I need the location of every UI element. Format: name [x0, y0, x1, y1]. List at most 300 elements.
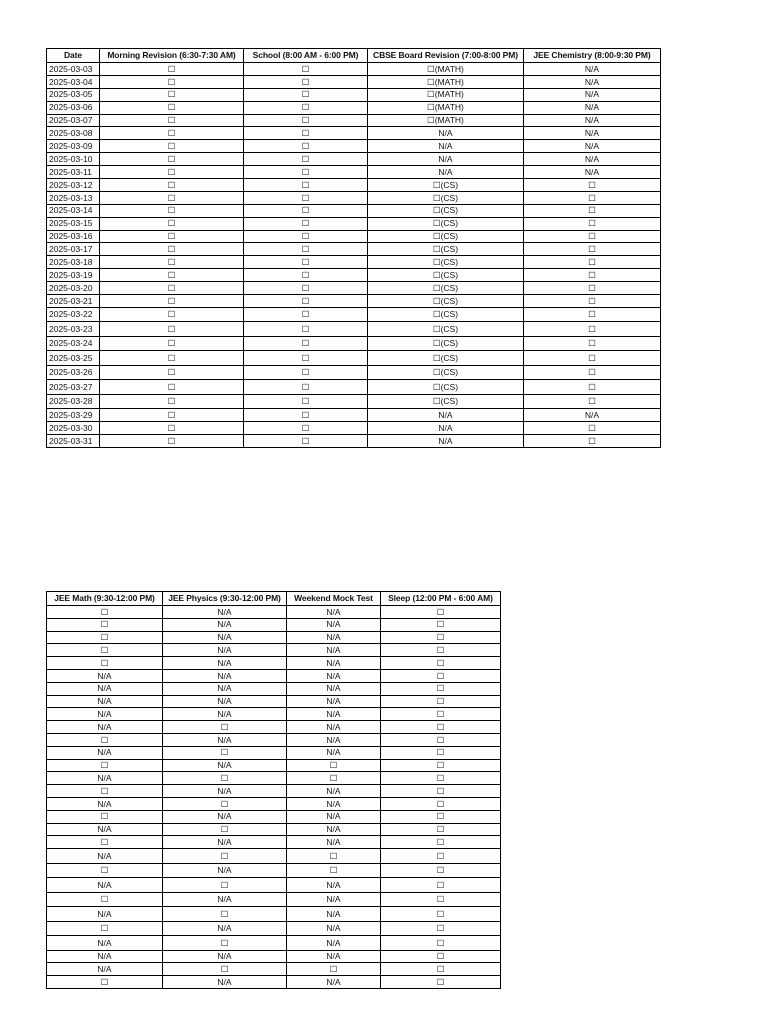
- checkbox-cell[interactable]: ☐: [244, 217, 368, 230]
- date-cell: 2025-03-28: [47, 394, 100, 409]
- checkbox-cell[interactable]: ☐: [381, 733, 501, 746]
- checkbox-cell[interactable]: ☐: [381, 759, 501, 772]
- checkbox-cell[interactable]: ☐: [47, 976, 163, 989]
- date-cell: 2025-03-03: [47, 63, 100, 76]
- table-row: [47, 797, 501, 810]
- table-cell: N/A: [163, 921, 287, 936]
- checkbox-cell[interactable]: ☐(CS): [368, 269, 524, 282]
- date-cell: 2025-03-15: [47, 217, 100, 230]
- table-cell: N/A: [163, 618, 287, 631]
- checkbox-cell[interactable]: ☐: [244, 256, 368, 269]
- checkbox-cell[interactable]: ☐: [163, 963, 287, 976]
- checkbox-cell[interactable]: ☐: [244, 153, 368, 166]
- table-cell: N/A: [163, 759, 287, 772]
- checkbox-cell[interactable]: ☐: [100, 394, 244, 409]
- table-row: [47, 976, 501, 989]
- column-header-school: School (8:00 AM - 6:00 PM): [244, 49, 368, 63]
- table-cell: N/A: [287, 695, 381, 708]
- checkbox-cell[interactable]: ☐: [381, 907, 501, 922]
- table-cell: N/A: [524, 88, 661, 101]
- checkbox-cell[interactable]: ☐: [381, 606, 501, 619]
- table-cell: N/A: [287, 733, 381, 746]
- table-cell: N/A: [47, 708, 163, 721]
- table-row: [47, 759, 501, 772]
- table-cell: N/A: [287, 976, 381, 989]
- checkbox-cell[interactable]: ☐: [100, 101, 244, 114]
- checkbox-cell[interactable]: ☐: [100, 127, 244, 140]
- table-row: [47, 243, 661, 256]
- table-row: [47, 907, 501, 922]
- table-row: [47, 295, 661, 308]
- checkbox-cell[interactable]: ☐: [244, 243, 368, 256]
- table-cell: N/A: [287, 936, 381, 951]
- column-header-weekend-mock-test: Weekend Mock Test: [287, 592, 381, 606]
- checkbox-cell[interactable]: ☐: [381, 950, 501, 963]
- checkbox-cell[interactable]: ☐: [524, 351, 661, 366]
- schedule-table-part-2: [46, 591, 501, 989]
- date-cell: 2025-03-27: [47, 380, 100, 395]
- table-row: [47, 618, 501, 631]
- checkbox-cell[interactable]: ☐: [381, 695, 501, 708]
- checkbox-cell[interactable]: ☐(CS): [368, 322, 524, 337]
- table-cell: N/A: [163, 682, 287, 695]
- date-cell: 2025-03-06: [47, 101, 100, 114]
- table-cell: N/A: [47, 682, 163, 695]
- checkbox-cell[interactable]: ☐: [244, 230, 368, 243]
- table-row: [47, 140, 661, 153]
- table-cell: N/A: [287, 657, 381, 670]
- table-row: [47, 394, 661, 409]
- column-header-date: Date: [47, 49, 100, 63]
- checkbox-cell[interactable]: ☐: [244, 269, 368, 282]
- table-cell: N/A: [47, 746, 163, 759]
- checkbox-cell[interactable]: ☐: [381, 936, 501, 951]
- checkbox-cell[interactable]: ☐: [287, 759, 381, 772]
- date-cell: 2025-03-14: [47, 204, 100, 217]
- date-cell: 2025-03-07: [47, 114, 100, 127]
- date-cell: 2025-03-18: [47, 256, 100, 269]
- table-row: [47, 849, 501, 864]
- table-row: [47, 307, 661, 322]
- checkbox-cell[interactable]: ☐: [244, 322, 368, 337]
- table-cell: N/A: [524, 153, 661, 166]
- table-cell: N/A: [163, 606, 287, 619]
- table-row: [47, 836, 501, 849]
- table-cell: N/A: [163, 785, 287, 798]
- table-row: [47, 269, 661, 282]
- table-row: [47, 644, 501, 657]
- column-header-morning-revision: Morning Revision (6:30-7:30 AM): [100, 49, 244, 63]
- table-row: [47, 153, 661, 166]
- table-cell: N/A: [163, 708, 287, 721]
- table-row: [47, 682, 501, 695]
- checkbox-cell[interactable]: ☐: [100, 191, 244, 204]
- checkbox-cell[interactable]: ☐: [381, 878, 501, 893]
- date-cell: 2025-03-22: [47, 307, 100, 322]
- checkbox-cell[interactable]: ☐: [244, 336, 368, 351]
- table-cell: N/A: [287, 785, 381, 798]
- checkbox-cell[interactable]: ☐: [244, 114, 368, 127]
- table-row: [47, 204, 661, 217]
- checkbox-cell[interactable]: ☐: [244, 191, 368, 204]
- checkbox-cell[interactable]: ☐: [244, 351, 368, 366]
- table-cell: N/A: [47, 772, 163, 785]
- checkbox-cell[interactable]: ☐: [524, 269, 661, 282]
- table-row: [47, 322, 661, 337]
- checkbox-cell[interactable]: ☐: [244, 140, 368, 153]
- checkbox-cell[interactable]: ☐: [47, 863, 163, 878]
- column-header-jee-physics: JEE Physics (9:30-12:00 PM): [163, 592, 287, 606]
- checkbox-cell[interactable]: ☐: [381, 631, 501, 644]
- checkbox-cell[interactable]: ☐: [244, 127, 368, 140]
- table-cell: N/A: [163, 669, 287, 682]
- table-row: [47, 101, 661, 114]
- checkbox-cell[interactable]: ☐: [524, 256, 661, 269]
- table-cell: N/A: [163, 695, 287, 708]
- checkbox-cell[interactable]: ☐: [381, 721, 501, 734]
- checkbox-cell[interactable]: ☐: [524, 191, 661, 204]
- date-cell: 2025-03-26: [47, 365, 100, 380]
- table-row: [47, 230, 661, 243]
- checkbox-cell[interactable]: ☐: [47, 836, 163, 849]
- column-header-sleep: Sleep (12:00 PM - 6:00 AM): [381, 592, 501, 606]
- table-cell: N/A: [287, 921, 381, 936]
- table-cell: N/A: [368, 127, 524, 140]
- checkbox-cell[interactable]: ☐(CS): [368, 230, 524, 243]
- table-cell: N/A: [47, 936, 163, 951]
- table-row: [47, 733, 501, 746]
- checkbox-cell[interactable]: ☐: [524, 322, 661, 337]
- table-row: [47, 823, 501, 836]
- checkbox-cell[interactable]: ☐: [100, 422, 244, 435]
- checkbox-cell[interactable]: ☐: [381, 921, 501, 936]
- table-cell: N/A: [368, 422, 524, 435]
- checkbox-cell[interactable]: ☐: [100, 204, 244, 217]
- checkbox-cell[interactable]: ☐: [47, 657, 163, 670]
- checkbox-cell[interactable]: ☐: [524, 243, 661, 256]
- checkbox-cell[interactable]: ☐: [381, 618, 501, 631]
- checkbox-cell[interactable]: ☐: [244, 204, 368, 217]
- table-row: [47, 422, 661, 435]
- checkbox-cell[interactable]: ☐(CS): [368, 351, 524, 366]
- checkbox-cell[interactable]: ☐: [163, 746, 287, 759]
- table-cell: N/A: [368, 409, 524, 422]
- checkbox-cell[interactable]: ☐(CS): [368, 204, 524, 217]
- checkbox-cell[interactable]: ☐: [100, 295, 244, 308]
- checkbox-cell[interactable]: ☐: [524, 422, 661, 435]
- checkbox-cell[interactable]: ☐(MATH): [368, 114, 524, 127]
- table-cell: N/A: [163, 631, 287, 644]
- table-cell: N/A: [163, 950, 287, 963]
- checkbox-cell[interactable]: ☐: [100, 307, 244, 322]
- checkbox-cell[interactable]: ☐: [524, 365, 661, 380]
- table-cell: N/A: [47, 849, 163, 864]
- table-cell: N/A: [287, 708, 381, 721]
- checkbox-cell[interactable]: ☐: [381, 892, 501, 907]
- table-row: [47, 963, 501, 976]
- checkbox-cell[interactable]: ☐: [524, 380, 661, 395]
- checkbox-cell[interactable]: ☐: [100, 230, 244, 243]
- checkbox-cell[interactable]: ☐: [381, 863, 501, 878]
- checkbox-cell[interactable]: ☐: [524, 295, 661, 308]
- checkbox-cell[interactable]: ☐: [163, 823, 287, 836]
- checkbox-cell[interactable]: ☐: [381, 810, 501, 823]
- date-cell: 2025-03-19: [47, 269, 100, 282]
- table-row: [47, 435, 661, 448]
- checkbox-cell[interactable]: ☐: [100, 88, 244, 101]
- table-row: [47, 950, 501, 963]
- checkbox-cell[interactable]: ☐: [244, 101, 368, 114]
- column-header-cbse-board-revision: CBSE Board Revision (7:00-8:00 PM): [368, 49, 524, 63]
- checkbox-cell[interactable]: ☐: [100, 409, 244, 422]
- checkbox-cell[interactable]: ☐(MATH): [368, 88, 524, 101]
- table-row: [47, 606, 501, 619]
- table-cell: N/A: [287, 950, 381, 963]
- checkbox-cell[interactable]: ☐: [524, 217, 661, 230]
- checkbox-cell[interactable]: ☐: [524, 307, 661, 322]
- checkbox-cell[interactable]: ☐: [163, 849, 287, 864]
- table-row: [47, 892, 501, 907]
- table-cell: N/A: [163, 644, 287, 657]
- checkbox-cell[interactable]: ☐: [381, 976, 501, 989]
- checkbox-cell[interactable]: ☐: [100, 365, 244, 380]
- checkbox-cell[interactable]: ☐: [47, 785, 163, 798]
- checkbox-cell[interactable]: ☐: [47, 810, 163, 823]
- checkbox-cell[interactable]: ☐: [244, 380, 368, 395]
- checkbox-cell[interactable]: ☐(CS): [368, 179, 524, 192]
- checkbox-cell[interactable]: ☐: [524, 179, 661, 192]
- checkbox-cell[interactable]: ☐: [381, 797, 501, 810]
- table-cell: N/A: [163, 836, 287, 849]
- checkbox-cell[interactable]: ☐: [244, 166, 368, 179]
- checkbox-cell[interactable]: ☐: [100, 269, 244, 282]
- checkbox-cell[interactable]: ☐: [381, 644, 501, 657]
- checkbox-cell[interactable]: ☐: [47, 759, 163, 772]
- table-row: [47, 114, 661, 127]
- table-cell: N/A: [287, 618, 381, 631]
- checkbox-cell[interactable]: ☐(CS): [368, 365, 524, 380]
- table-row: [47, 256, 661, 269]
- checkbox-cell[interactable]: ☐: [47, 606, 163, 619]
- checkbox-cell[interactable]: ☐: [244, 75, 368, 88]
- checkbox-cell[interactable]: ☐(CS): [368, 191, 524, 204]
- checkbox-cell[interactable]: ☐: [381, 746, 501, 759]
- table-cell: N/A: [47, 797, 163, 810]
- date-cell: 2025-03-23: [47, 322, 100, 337]
- table-row: [47, 669, 501, 682]
- checkbox-cell[interactable]: ☐(CS): [368, 295, 524, 308]
- table-row: [47, 863, 501, 878]
- checkbox-cell[interactable]: ☐: [287, 963, 381, 976]
- checkbox-cell[interactable]: ☐: [100, 243, 244, 256]
- checkbox-cell[interactable]: ☐(CS): [368, 282, 524, 295]
- date-cell: 2025-03-10: [47, 153, 100, 166]
- table-cell: N/A: [524, 140, 661, 153]
- checkbox-cell[interactable]: ☐: [100, 380, 244, 395]
- checkbox-cell[interactable]: ☐: [100, 435, 244, 448]
- table-cell: N/A: [287, 644, 381, 657]
- checkbox-cell[interactable]: ☐: [47, 892, 163, 907]
- checkbox-cell[interactable]: ☐: [287, 863, 381, 878]
- table-cell: N/A: [47, 721, 163, 734]
- date-cell: 2025-03-31: [47, 435, 100, 448]
- checkbox-cell[interactable]: ☐: [381, 849, 501, 864]
- checkbox-cell[interactable]: ☐: [47, 733, 163, 746]
- checkbox-cell[interactable]: ☐: [163, 936, 287, 951]
- date-cell: 2025-03-05: [47, 88, 100, 101]
- checkbox-cell[interactable]: ☐: [100, 140, 244, 153]
- checkbox-cell[interactable]: ☐(CS): [368, 243, 524, 256]
- table-cell: N/A: [47, 950, 163, 963]
- date-cell: 2025-03-08: [47, 127, 100, 140]
- checkbox-cell[interactable]: ☐: [287, 772, 381, 785]
- table-row: [47, 336, 661, 351]
- table-row: [47, 746, 501, 759]
- checkbox-cell[interactable]: ☐: [47, 921, 163, 936]
- table-cell: N/A: [287, 878, 381, 893]
- checkbox-cell[interactable]: ☐(CS): [368, 256, 524, 269]
- table-cell: N/A: [163, 892, 287, 907]
- checkbox-cell[interactable]: ☐: [287, 849, 381, 864]
- checkbox-cell[interactable]: ☐: [100, 75, 244, 88]
- date-cell: 2025-03-24: [47, 336, 100, 351]
- table-cell: N/A: [47, 907, 163, 922]
- table-cell: N/A: [287, 810, 381, 823]
- checkbox-cell[interactable]: ☐: [381, 823, 501, 836]
- checkbox-cell[interactable]: ☐(CS): [368, 380, 524, 395]
- checkbox-cell[interactable]: ☐: [244, 365, 368, 380]
- table-row: [47, 88, 661, 101]
- checkbox-cell[interactable]: ☐: [244, 179, 368, 192]
- column-header-jee-math: JEE Math (9:30-12:00 PM): [47, 592, 163, 606]
- date-cell: 2025-03-17: [47, 243, 100, 256]
- checkbox-cell[interactable]: ☐: [100, 179, 244, 192]
- table-cell: N/A: [163, 810, 287, 823]
- table-cell: N/A: [287, 797, 381, 810]
- checkbox-cell[interactable]: ☐: [100, 114, 244, 127]
- table-cell: N/A: [287, 892, 381, 907]
- checkbox-cell[interactable]: ☐: [524, 204, 661, 217]
- checkbox-cell[interactable]: ☐: [381, 657, 501, 670]
- table-cell: N/A: [287, 631, 381, 644]
- checkbox-cell[interactable]: ☐: [524, 336, 661, 351]
- checkbox-cell[interactable]: ☐: [524, 230, 661, 243]
- checkbox-cell[interactable]: ☐: [381, 963, 501, 976]
- table-row: [47, 179, 661, 192]
- checkbox-cell[interactable]: ☐(CS): [368, 336, 524, 351]
- table-cell: N/A: [524, 101, 661, 114]
- checkbox-cell[interactable]: ☐(CS): [368, 217, 524, 230]
- checkbox-cell[interactable]: ☐(CS): [368, 307, 524, 322]
- checkbox-cell[interactable]: ☐: [244, 435, 368, 448]
- checkbox-cell[interactable]: ☐: [100, 153, 244, 166]
- checkbox-cell[interactable]: ☐: [381, 836, 501, 849]
- table-cell: N/A: [368, 153, 524, 166]
- checkbox-cell[interactable]: ☐: [100, 256, 244, 269]
- checkbox-cell[interactable]: ☐: [381, 708, 501, 721]
- date-cell: 2025-03-11: [47, 166, 100, 179]
- table-row: [47, 631, 501, 644]
- checkbox-cell[interactable]: ☐: [100, 351, 244, 366]
- checkbox-cell[interactable]: ☐: [244, 422, 368, 435]
- checkbox-cell[interactable]: ☐: [100, 63, 244, 76]
- checkbox-cell[interactable]: ☐: [244, 394, 368, 409]
- table-cell: N/A: [47, 695, 163, 708]
- checkbox-cell[interactable]: ☐: [524, 282, 661, 295]
- table-cell: N/A: [287, 669, 381, 682]
- table-row: [47, 921, 501, 936]
- checkbox-cell[interactable]: ☐: [163, 797, 287, 810]
- table-cell: N/A: [287, 836, 381, 849]
- table-row: [47, 217, 661, 230]
- checkbox-cell[interactable]: ☐: [244, 295, 368, 308]
- table-cell: N/A: [524, 409, 661, 422]
- table-cell: N/A: [287, 721, 381, 734]
- checkbox-cell[interactable]: ☐: [244, 282, 368, 295]
- checkbox-cell[interactable]: ☐: [524, 435, 661, 448]
- checkbox-cell[interactable]: ☐: [163, 907, 287, 922]
- table-cell: N/A: [524, 75, 661, 88]
- date-cell: 2025-03-04: [47, 75, 100, 88]
- checkbox-cell[interactable]: ☐: [244, 88, 368, 101]
- date-cell: 2025-03-09: [47, 140, 100, 153]
- table-row: [47, 351, 661, 366]
- checkbox-cell[interactable]: ☐: [163, 878, 287, 893]
- checkbox-cell[interactable]: ☐: [100, 322, 244, 337]
- date-cell: 2025-03-25: [47, 351, 100, 366]
- table-row: [47, 785, 501, 798]
- checkbox-cell[interactable]: ☐: [100, 282, 244, 295]
- checkbox-cell[interactable]: ☐: [381, 785, 501, 798]
- checkbox-cell[interactable]: ☐(MATH): [368, 101, 524, 114]
- table-cell: N/A: [524, 166, 661, 179]
- checkbox-cell[interactable]: ☐: [47, 631, 163, 644]
- checkbox-cell[interactable]: ☐(CS): [368, 394, 524, 409]
- checkbox-cell[interactable]: ☐: [524, 394, 661, 409]
- table-cell: N/A: [47, 669, 163, 682]
- table-cell: N/A: [163, 657, 287, 670]
- table-row: [47, 695, 501, 708]
- date-cell: 2025-03-12: [47, 179, 100, 192]
- table-row: [47, 878, 501, 893]
- table-cell: N/A: [368, 435, 524, 448]
- checkbox-cell[interactable]: ☐: [244, 409, 368, 422]
- checkbox-cell[interactable]: ☐: [163, 772, 287, 785]
- checkbox-cell[interactable]: ☐: [244, 307, 368, 322]
- checkbox-cell[interactable]: ☐: [381, 682, 501, 695]
- schedule-table-part-1: [46, 48, 661, 448]
- checkbox-cell[interactable]: ☐: [47, 618, 163, 631]
- checkbox-cell[interactable]: ☐: [244, 63, 368, 76]
- checkbox-cell[interactable]: ☐: [381, 772, 501, 785]
- checkbox-cell[interactable]: ☐: [100, 336, 244, 351]
- date-cell: 2025-03-13: [47, 191, 100, 204]
- checkbox-cell[interactable]: ☐: [100, 217, 244, 230]
- checkbox-cell[interactable]: ☐: [47, 644, 163, 657]
- table-row: [47, 380, 661, 395]
- date-cell: 2025-03-29: [47, 409, 100, 422]
- table-row: [47, 772, 501, 785]
- checkbox-cell[interactable]: ☐(MATH): [368, 63, 524, 76]
- checkbox-cell[interactable]: ☐(MATH): [368, 75, 524, 88]
- checkbox-cell[interactable]: ☐: [381, 669, 501, 682]
- table-cell: N/A: [524, 63, 661, 76]
- checkbox-cell[interactable]: ☐: [163, 721, 287, 734]
- table-cell: N/A: [47, 878, 163, 893]
- date-cell: 2025-03-30: [47, 422, 100, 435]
- checkbox-cell[interactable]: ☐: [100, 166, 244, 179]
- table-row: [47, 166, 661, 179]
